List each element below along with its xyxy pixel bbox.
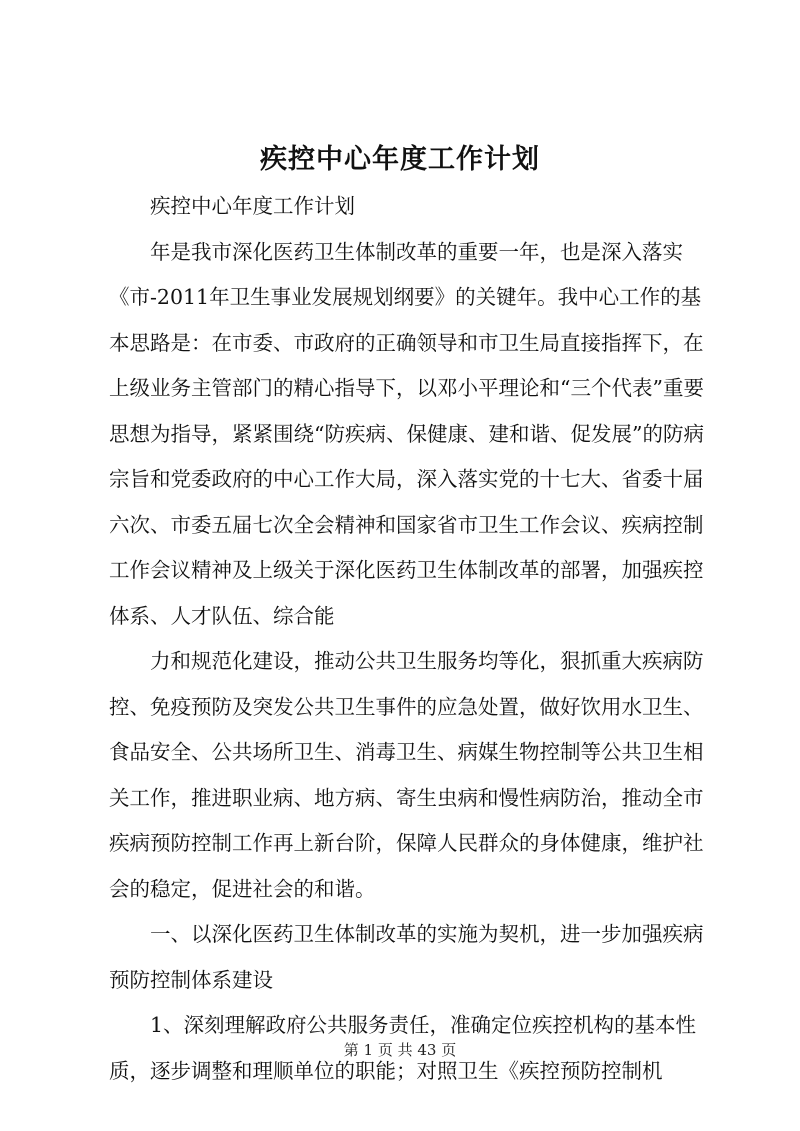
page-footer [0,1040,800,1060]
body-paragraph-1: 年是我市深化医药卫生体制改革的重要一年，也是深入落实《市-2011年卫生事业发展规划纲要》的关键年。我中心工作的基本思路是：在市委、市政府的正确领导和市卫生局直接指挥下，在上级业务主管部门的精心指导下，以邓小平理论和“三个代表”重要思想为指导，紧紧围绕“防疾病、保健康、建和谐、促发展”的防病宗旨和党委政府的中心工作大局，深入落实党的十七大、省委十届六次、市委五届七次全会精神和国家省市卫生工作会议、疾病控制工作会议精神及上级关于深化医药卫生体制改革的部署，加强疾控体系、人才队伍、综合能 [109,239,704,628]
document-body [109,184,709,1094]
subtitle-paragraph: 疾控中心年度工作计划 [150,194,355,218]
page-number-label: 第 1 页 共 43 页 [343,1041,457,1059]
body-paragraph-2: 力和规范化建设，推动公共卫生服务均等化，狠抓重大疾病防控、免疫预防及突发公共卫生事件的应急处置，做好饮用水卫生、食品安全、公共场所卫生、消毒卫生、病媒生物控制等公共卫生相关工作，推进职业病、地方病、寄生虫病和慢性病防治，推动全市疾病预防控制工作再上新台阶，保障人民群众的身体健康，维护社会的稳定，促进社会的和谐。 [109,649,704,901]
body-paragraph-3: 1、深刻理解政府公共服务责任，准确定位疾控机构的基本性质，逐步调整和理顺单位的职能；对照卫生《疾控预防控制机 [109,1013,697,1083]
document-title: 疾控中心年度工作计划 [260,144,540,175]
section-heading-1: 一、以深化医药卫生体制改革的实施为契机，进一步加强疾病预防控制体系建设 [109,922,704,992]
